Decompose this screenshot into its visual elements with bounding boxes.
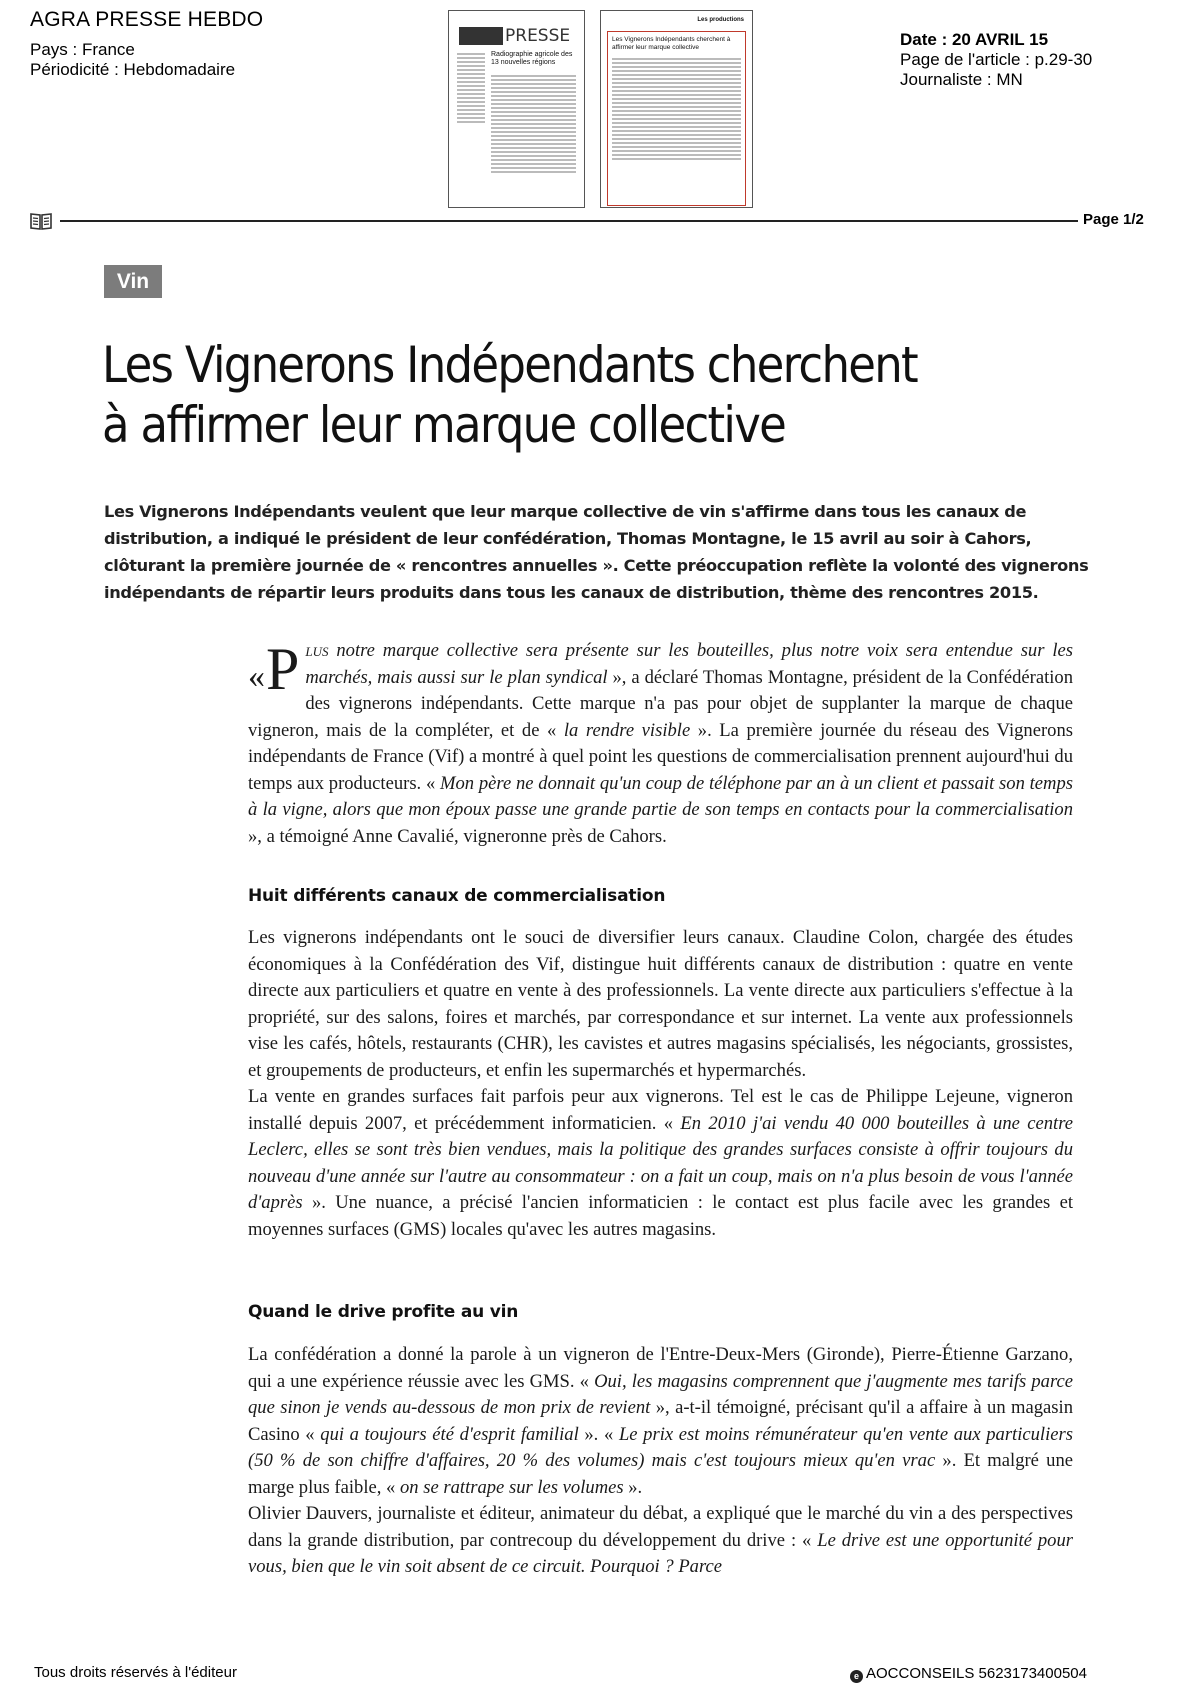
article-pages: Page de l'article : p.29-30: [900, 50, 1093, 69]
periodicity-label: Périodicité : Hebdomadaire: [30, 60, 236, 79]
drive-p1-text-5: ».: [623, 1476, 643, 1498]
channels-paragraph-2: [248, 1084, 1073, 1243]
lead-text-1: », a déclaré Thomas Montagne, président de la Confédération des vignerons indépendants. Cette marque n'a pas pour objet de supplanter la marque de chaque vigneron, mais de la compléter, et de «: [248, 666, 1073, 741]
drive-p1-text-4: ». Et malgré une marge plus faible, «: [248, 1450, 1073, 1498]
section-drive-body: [248, 1342, 1073, 1581]
drive-p1-text-1: La confédération a donné la parole à un vigneron de l'Entre-Deux-Mers (Gironde), Pierre-Étienne Garzano, qui a une expérience réussie avec les GMS. «: [248, 1344, 1073, 1392]
drive-p1-text-2: », a-t-il témoigné, précisant qu'il a affaire à un magasin Casino «: [248, 1397, 1073, 1445]
channels-paragraph-1: Les vignerons indépendants ont le souci de diversifier leurs canaux. Claudine Colon, chargée des études économiques à la Confédération des Vif, distingue huit différents canaux de distribution : quatre en vente directe aux particuliers et quatre en vente à des professionnels. La vente directe aux particuliers s'effectue à la propriété, sur des salons, foires et marchés, par correspondance et sur internet. La vente aux professionnels vise les cafés, hôtels, restaurants (CHR), les cavistes et autres magasins spécialisés, les négociants, grossistes, et groupements de producteurs, et enfin les supermarchés et hypermarchés.: [248, 927, 1073, 1081]
cover-body-lines: [491, 75, 576, 173]
cover-headline: Radiographie agricole des 13 nouvelles régions: [491, 51, 573, 66]
drive-p1-quote-4: on se rattrape sur les volumes: [399, 1476, 624, 1498]
drive-paragraph-1: [248, 1342, 1073, 1501]
section-tag: Vin: [104, 265, 162, 298]
drive-p1-quote-2: qui a toujours été d'esprit familial: [320, 1423, 579, 1445]
article-title-line2: à affirmer leur marque collective: [102, 396, 786, 454]
article-lead-paragraph: [248, 638, 1073, 850]
client-reference: [850, 1665, 1087, 1683]
cover-logo-block: [459, 27, 503, 45]
section-channels-body: [248, 925, 1073, 1243]
drive-paragraph-2: [248, 1501, 1073, 1581]
dropcap: [248, 636, 300, 704]
article-chapo: Les Vignerons Indépendants veulent que leur marque collective de vin s'affirme dans tous les canaux de distribution, a indiqué le président de leur confédération, Thomas Montagne, le 15 avril au soir à Cahors, clôturant la première journée de « rencontres annuelles ». Cette préoccupation reflète la volonté des vignerons indépendants de répartir leurs produits dans tous les canaux de distribution, thème des rencontres 2015.: [104, 502, 1089, 602]
thumbnail-article-frame: [607, 31, 746, 206]
lead-quote-3: Mon père ne donnait qu'un coup de téléphone par an à un client et passait son temps à la vigne, alors que mon époux passe une grande partie de son temps en contacts pour la commercialisation: [248, 772, 1073, 820]
rights-notice: Tous droits réservés à l'éditeur: [34, 1664, 237, 1681]
drive-p1-quote-1: Oui, les magasins comprennent que j'augmente mes tarifs parce que sinon je vends au-dessous de mon prix de revient: [248, 1370, 1074, 1418]
thumbnail-article-title: Les Vignerons Indépendants cherchent à affirmer leur marque collective: [612, 36, 731, 51]
article-meta: [900, 30, 1092, 90]
cover-logo-suffix: PRESSE: [505, 26, 571, 46]
page-indicator: Page 1/2: [1083, 211, 1144, 228]
country-label: Pays : France: [30, 40, 135, 59]
cover-sidebar: [457, 51, 485, 175]
dropcap-quote: «: [248, 658, 265, 695]
lead-text-3: », a témoigné Anne Cavalié, vigneronne près de Cahors.: [248, 825, 667, 847]
article-journalist: Journaliste : MN: [900, 70, 1023, 89]
header-rule: [60, 220, 1078, 222]
channels-p2-quote: En 2010 j'ai vendu 40 000 bouteilles à une centre Leclerc, elles se sont très bien vendues, mais la politique des grandes surfaces consiste à offrir toujours du nouveau d'une année sur l'autre au consommateur : on a fait un coup, mais on n'a plus besoin de vous l'année d'après: [248, 1112, 1073, 1213]
lead-smallcaps: lus: [305, 640, 329, 661]
dropcap-letter: P: [266, 636, 300, 702]
subheading-drive: Quand le drive profite au vin: [248, 1302, 519, 1322]
thumbnail-article-lines: [612, 58, 741, 160]
channels-p2-text-2: ». Une nuance, a précisé l'ancien informaticien : le contact est plus facile avec les grandes et moyennes surfaces (GMS) locales qu'avec les autres magasins.: [248, 1192, 1073, 1240]
lead-quote-1: notre marque collective sera présente sur les bouteilles, plus notre voix sera entendue sur les marchés, mais aussi sur le plan syndical: [305, 640, 1073, 688]
article-thumbnail[interactable]: [600, 10, 753, 208]
channels-p2-text-1: La vente en grandes surfaces fait parfois peur aux vignerons. Tel est le cas de Philippe Lejeune, vigneron installé depuis 2007, et précédemment informaticien. «: [248, 1086, 1073, 1134]
drive-p2-quote: Le drive est une opportunité pour vous, bien que le vin soit absent de ce circuit. Pourquoi ? Parce: [248, 1529, 1073, 1577]
publication-name: AGRA PRESSE HEBDO: [30, 8, 264, 31]
lead-text-2: ». La première journée du réseau des Vignerons indépendants de France (Vif) a montré à quel point les questions de commercialisation prennent aujourd'hui du temps aux producteurs. «: [248, 719, 1073, 794]
drive-p1-text-3: ». «: [578, 1423, 619, 1445]
thumbnail-section-label: Les productions: [697, 17, 744, 23]
subheading-channels: Huit différents canaux de commercialisation: [248, 886, 666, 906]
cover-thumbnail[interactable]: [448, 10, 585, 208]
article-date: Date : 20 AVRIL 15: [900, 30, 1049, 49]
client-reference-text: AOCCONSEILS 5623173400504: [866, 1665, 1087, 1682]
drive-p1-quote-3: Le prix est moins rémunérateur qu'en vente aux particuliers (50 % de son chiffre d'affaires, 20 % des volumes) mais c'est toujours mieux qu'en vrac: [248, 1423, 1073, 1471]
lead-quote-2: la rendre visible: [563, 719, 691, 741]
drive-p2-text-1: Olivier Dauvers, journaliste et éditeur, animateur du débat, a expliqué que le marché du vin a des perspectives dans la grande distribution, par contrecoup du développement du drive : «: [248, 1503, 1073, 1551]
cover-logo: [459, 27, 574, 45]
book-icon: [30, 212, 52, 230]
article-title: [102, 335, 1002, 455]
copyright-icon: e: [850, 1670, 863, 1683]
article-title-line1: Les Vignerons Indépendants cherchent: [102, 336, 917, 394]
